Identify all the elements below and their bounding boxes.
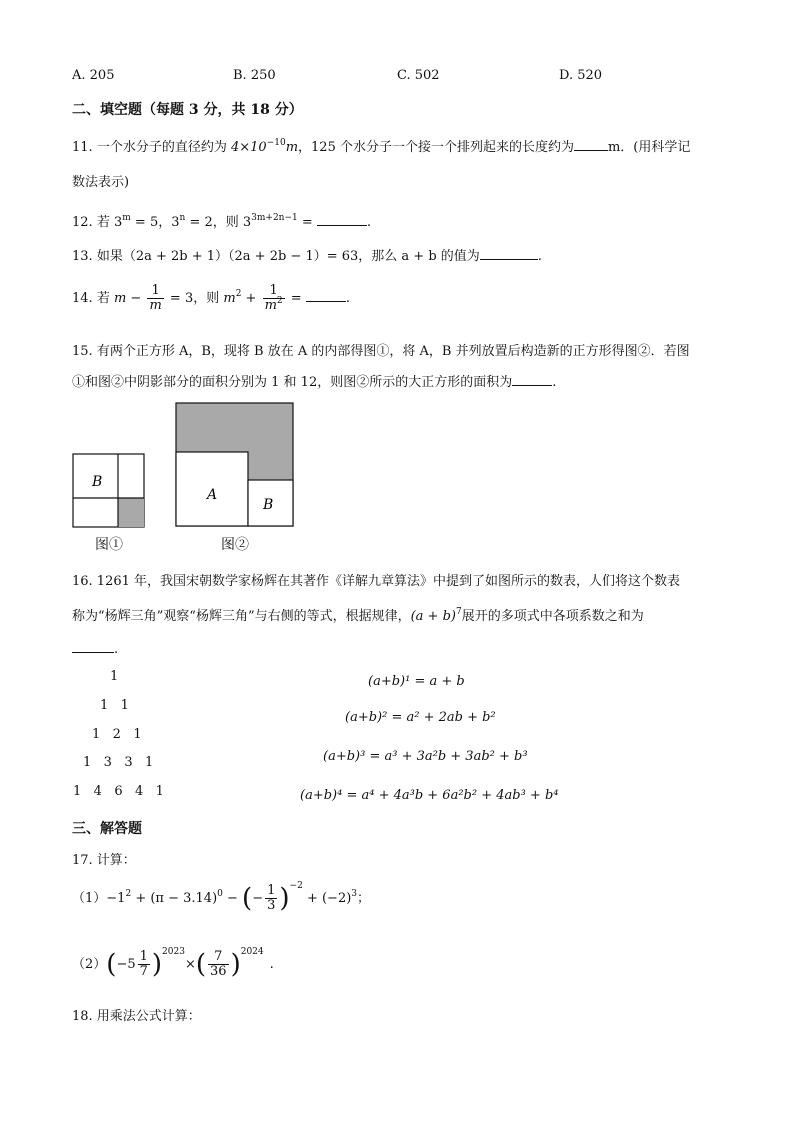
q17-p2-end: .	[269, 957, 274, 972]
q12-b-exp: n	[179, 213, 186, 223]
q11-after: m．(用科学记	[607, 140, 691, 155]
fig1-shaded-region	[118, 498, 144, 527]
q17-p2-frac1-den: 7	[139, 964, 148, 979]
fig1-caption: 图①	[95, 537, 123, 553]
q12-c-val: =	[297, 215, 317, 230]
q15-end: .	[552, 375, 557, 390]
q14-frac2-den	[263, 296, 285, 313]
q17-p1-frac-sign: −	[252, 891, 264, 906]
q11-pre: 一个水分子的直径约为	[96, 140, 227, 155]
fig1-label-b: B	[92, 474, 103, 490]
q14-end: .	[345, 291, 350, 306]
triangle-row-3: 1 2 1	[92, 727, 142, 742]
q14-m2-exp: 2	[235, 289, 242, 299]
q12-c-base: 3	[242, 215, 252, 230]
q17-p2-left-paren-2: (	[195, 949, 207, 980]
q14-eq: = 3，则	[165, 291, 224, 306]
q17-p1-a-exp: 2	[125, 889, 132, 899]
question-13	[72, 245, 542, 264]
q13-text: 如果（2a + 2b + 1）（2a + 2b − 1）= 63，那么 a + b 的值为	[96, 249, 480, 264]
q16-line2	[72, 605, 644, 624]
q17-p2-a: −5	[116, 957, 136, 972]
figure-1	[72, 453, 146, 529]
q17-p1-a: −1	[106, 891, 126, 906]
q12-b-val: = 2，则	[185, 215, 243, 230]
q12-a-val: = 5，	[130, 215, 172, 230]
q11-post: ，125 个水分子一个接一个排列起来的长度约为	[298, 140, 574, 155]
q16-answer-blank[interactable]	[72, 640, 114, 653]
expansion-4: (a+b)⁴ = a⁴ + 4a³b + 6a²b² + 4ab³ + b⁴	[300, 788, 559, 803]
figure-2	[175, 402, 295, 528]
q14-m: m	[113, 291, 127, 306]
fig2-label-a: A	[207, 487, 218, 503]
fig2-label-b: B	[263, 497, 274, 513]
question-12	[72, 211, 371, 230]
q14-minus: −	[126, 291, 146, 306]
option-a: A. 205	[72, 68, 115, 83]
q14-eq2: =	[286, 291, 306, 306]
q14-number: 14.	[72, 291, 93, 306]
q18-title: 18. 用乘法公式计算：	[72, 1009, 201, 1024]
q14-fraction-1	[147, 284, 163, 313]
q16-line3	[72, 640, 118, 657]
triangle-row-4: 1 3 3 1	[83, 755, 154, 770]
q16-line2-pre: 称为“杨辉三角”观察“杨辉三角”与右侧的等式，根据规律，	[72, 609, 411, 624]
q14-frac2-num: 1	[263, 284, 285, 299]
q15-number: 15.	[72, 344, 93, 359]
q17-p2-frac2-num: 7	[208, 950, 229, 965]
q11-coef: 4×10	[230, 140, 267, 155]
q16-expr: (a + b)	[410, 609, 456, 624]
q17-p2-left-paren-1: (	[106, 949, 117, 980]
q17-p2-fraction-2	[208, 950, 229, 979]
q14-answer-blank[interactable]	[306, 289, 346, 302]
q17-part-2	[72, 947, 274, 980]
q17-p2-times: ×	[184, 957, 196, 972]
q12-answer-blank[interactable]	[317, 213, 367, 226]
q17-p2-frac1-num: 1	[139, 949, 148, 964]
q11-number: 11.	[72, 140, 93, 155]
q13-answer-blank[interactable]	[480, 247, 538, 260]
q17-p1-b-exp: 0	[217, 889, 223, 899]
q11-exp: −10	[266, 138, 286, 148]
q15-answer-blank[interactable]	[512, 373, 552, 386]
q14-frac1-num: 1	[147, 284, 163, 299]
q17-part-1	[72, 881, 371, 914]
q17-p1-fraction	[265, 884, 277, 913]
q16-end: .	[114, 642, 119, 657]
q17-p2-b-exp: 2024	[240, 947, 264, 957]
q14-frac2-den-exp: 2	[276, 296, 283, 306]
q12-a-base: 3	[113, 215, 123, 230]
q16-expr-exp: 7	[455, 607, 462, 617]
option-d: D. 520	[559, 68, 603, 83]
q11-unit: m	[285, 140, 299, 155]
expansion-3: (a+b)³ = a³ + 3a²b + 3ab² + b³	[323, 749, 528, 764]
q17-p1-c-exp: −2	[289, 881, 303, 891]
q12-b-base: 3	[171, 215, 180, 230]
q17-p1-c: −	[222, 891, 243, 906]
triangle-row-1: 1	[110, 669, 119, 684]
expansion-2: (a+b)² = a² + 2ab + b²	[345, 710, 496, 725]
q17-p2-right-paren-2: )	[230, 949, 241, 980]
q14-frac2-den-var: m	[264, 298, 277, 313]
q15-line1-text: 有两个正方形 A，B，现将 B 放在 A 的内部得图①，将 A，B 并列放置后构造新的正方形得图②．若图	[96, 344, 690, 359]
q17-p1-d: + (−2)	[302, 891, 352, 906]
q17-p1-frac-den: 3	[267, 898, 276, 913]
q17-p2-fraction-1	[138, 950, 150, 979]
q16-line2-post: 展开的多项式中各项系数之和为	[461, 609, 644, 624]
q13-number: 13.	[72, 249, 93, 264]
section3-heading: 三、解答题	[72, 821, 142, 837]
q17-p2-frac2-den: 36	[210, 964, 227, 979]
q12-c-exp: 3m+2n−1	[251, 213, 298, 223]
q17-p1-right-paren: )	[279, 883, 290, 914]
q17-p1-end: ；	[357, 891, 371, 906]
triangle-row-5: 1 4 6 4 1	[73, 784, 164, 799]
q12-pre: 若	[96, 215, 114, 230]
q11-answer-blank[interactable]	[574, 138, 608, 151]
expansion-1: (a+b)¹ = a + b	[368, 674, 465, 689]
q17-title: 17. 计算：	[72, 853, 136, 868]
q15-line2-text: ①和图②中阴影部分的面积分别为 1 和 12，则图②所示的大正方形的面积为	[72, 375, 513, 390]
q14-frac1-den: m	[149, 298, 162, 313]
q11-line2: 数法表示)	[72, 175, 130, 190]
q14-plus: +	[241, 291, 261, 306]
question-14	[72, 284, 350, 313]
q14-m2: m	[223, 291, 236, 306]
q16-line1: 16. 1261 年，我国宋朝数学家杨辉在其著作《详解九章算法》中提到了如图所示的数表，人们将这个数表	[72, 574, 681, 589]
q17-p2-a-exp: 2023	[162, 947, 185, 957]
section2-heading: 二、填空题（每题 3 分，共 18 分）	[72, 102, 303, 118]
option-b: B. 250	[233, 68, 276, 83]
q12-number: 12.	[72, 215, 93, 230]
q12-end: .	[366, 215, 372, 230]
q14-pre: 若	[96, 291, 114, 306]
q17-p1-frac-num: 1	[267, 883, 276, 898]
option-c: C. 502	[397, 68, 440, 83]
q14-fraction-2	[263, 284, 285, 313]
question-15-line1	[72, 340, 690, 359]
question-11	[72, 136, 690, 155]
q12-a-exp: m	[122, 213, 131, 223]
q17-p1-label: （1）	[72, 891, 107, 906]
fig2-caption: 图②	[221, 537, 249, 553]
q17-p2-label: （2）	[72, 957, 107, 972]
q17-p1-b: + (π − 3.14)	[131, 891, 218, 906]
q17-p1-left-paren: (	[242, 883, 253, 914]
q17-p1-d-exp: 3	[351, 889, 358, 899]
q13-end: .	[537, 249, 542, 264]
question-15-line2	[72, 371, 556, 390]
q17-p2-right-paren-1: )	[151, 949, 163, 980]
triangle-row-2: 1 1	[100, 698, 129, 713]
